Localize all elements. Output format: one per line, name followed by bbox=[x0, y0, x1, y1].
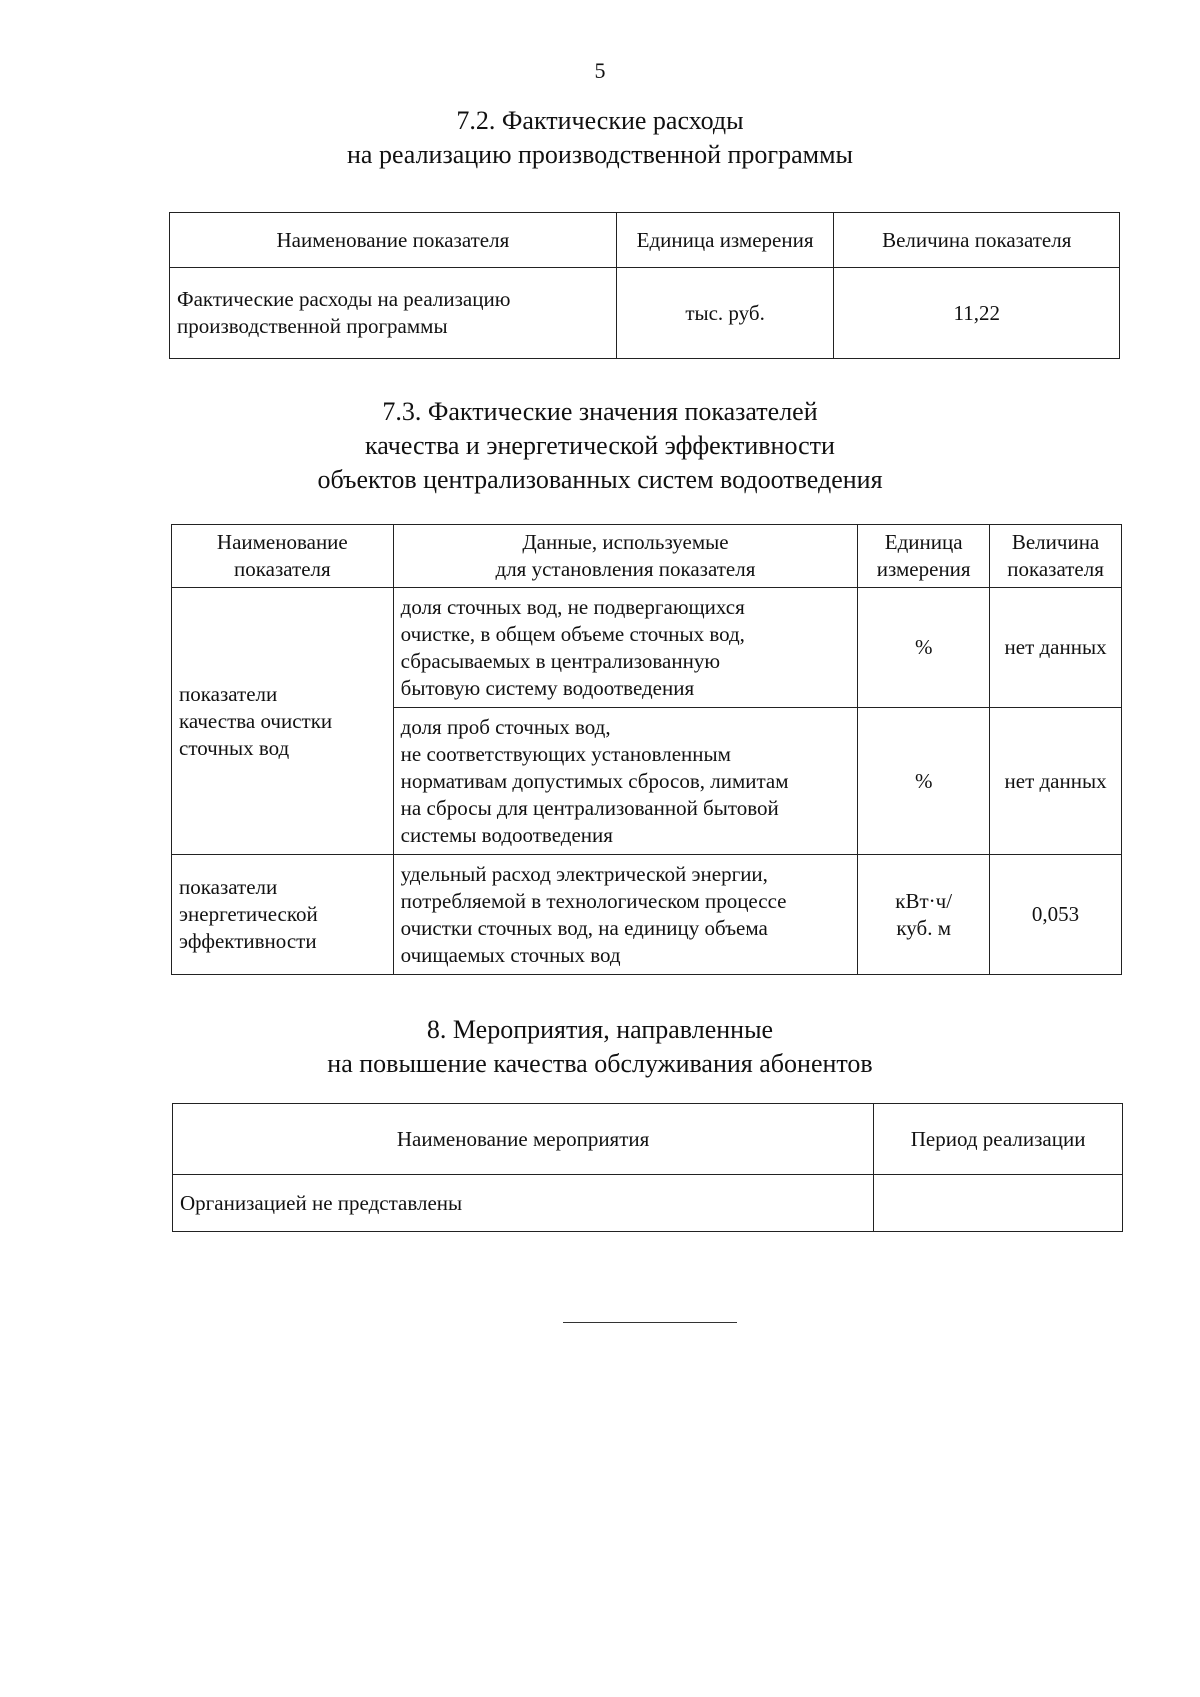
unit-cell bbox=[858, 855, 990, 975]
header-text-line: Единица bbox=[884, 530, 963, 554]
header-text-line: Величина bbox=[1011, 530, 1100, 554]
cell-text-line: показатели bbox=[179, 875, 278, 899]
unit-cell: % bbox=[858, 588, 990, 708]
header-text-line: Данные, используемые bbox=[522, 530, 729, 554]
data-description-cell bbox=[393, 708, 858, 855]
heading-line: объектов централизованных систем водоотведения bbox=[317, 465, 883, 494]
indicator-group-cell bbox=[172, 588, 394, 855]
value-cell: 11,22 bbox=[834, 268, 1120, 359]
table-row bbox=[172, 588, 1122, 708]
table-row bbox=[170, 268, 1120, 359]
unit-cell: тыс. руб. bbox=[616, 268, 834, 359]
column-header: Наименование мероприятия bbox=[173, 1104, 874, 1175]
value-cell: 0,053 bbox=[990, 855, 1122, 975]
table-row bbox=[172, 855, 1122, 975]
heading-line: 7.3. Фактические значения показателей bbox=[382, 397, 818, 426]
cell-text-line: кВт·ч/ bbox=[895, 888, 953, 913]
end-divider-line bbox=[563, 1322, 737, 1323]
heading-line: 8. Мероприятия, направленные bbox=[426, 1015, 774, 1044]
column-header bbox=[858, 525, 990, 588]
unit-cell: % bbox=[858, 708, 990, 855]
table-header-row bbox=[170, 213, 1120, 268]
table-header-row bbox=[172, 525, 1122, 588]
cell-text-line: качества очистки bbox=[179, 708, 333, 733]
section-7-3-heading bbox=[0, 395, 1200, 497]
quality-indicators-table bbox=[171, 524, 1122, 975]
expenses-table bbox=[169, 212, 1120, 359]
header-text-line: Наименование bbox=[216, 530, 348, 554]
cell-text-line: удельный расход электрической энергии, bbox=[400, 861, 768, 886]
measure-name-cell: Организацией не представлены bbox=[173, 1175, 874, 1232]
cell-text-line: очистке, в общем объеме сточных вод, bbox=[400, 621, 745, 646]
column-header bbox=[172, 525, 394, 588]
column-header: Наименование показателя bbox=[170, 213, 617, 268]
column-header bbox=[393, 525, 858, 588]
cell-text-line: эффективности bbox=[179, 929, 317, 953]
value-cell: нет данных bbox=[990, 588, 1122, 708]
cell-text-line: потребляемой в технологическом процессе bbox=[400, 888, 787, 913]
table-row bbox=[173, 1175, 1123, 1232]
cell-text-line: системы водоотведения bbox=[400, 822, 613, 847]
cell-text-line: Фактические расходы на реализацию bbox=[177, 287, 511, 311]
cell-text-line: производственной программы bbox=[177, 314, 448, 338]
heading-line: на реализацию производственной программы bbox=[346, 140, 853, 169]
cell-text-line: куб. м bbox=[896, 915, 951, 940]
cell-text-line: на сбросы для централизованной бытовой bbox=[400, 795, 779, 820]
period-cell bbox=[874, 1175, 1123, 1232]
measures-table bbox=[172, 1103, 1123, 1232]
page-number: 5 bbox=[594, 58, 606, 83]
section-7-2-heading bbox=[0, 104, 1200, 172]
cell-text-line: энергетической bbox=[179, 902, 318, 926]
column-header bbox=[990, 525, 1122, 588]
heading-line: качества и энергетической эффективности bbox=[365, 431, 835, 460]
column-header: Период реализации bbox=[874, 1104, 1123, 1175]
column-header: Величина показателя bbox=[834, 213, 1120, 268]
cell-text-line: доля сточных вод, не подвергающихся bbox=[400, 594, 745, 619]
column-header: Единица измерения bbox=[616, 213, 834, 268]
header-text-line: показателя bbox=[234, 557, 331, 581]
section-8-heading bbox=[0, 1013, 1200, 1081]
cell-text-line: показатели bbox=[179, 681, 278, 706]
heading-line: 7.2. Фактические расходы bbox=[456, 106, 744, 135]
header-text-line: измерения bbox=[876, 557, 971, 581]
cell-text-line: сбрасываемых в централизованную bbox=[400, 648, 721, 673]
cell-text-line: бытовую систему водоотведения bbox=[400, 675, 695, 700]
value-cell: нет данных bbox=[990, 708, 1122, 855]
cell-text-line: очистки сточных вод, на единицу объема bbox=[400, 915, 768, 940]
table-header-row bbox=[173, 1104, 1123, 1175]
cell-text-line: сточных вод bbox=[179, 735, 290, 760]
cell-text-line: нормативам допустимых сбросов, лимитам bbox=[400, 768, 789, 793]
header-text-line: для установления показателя bbox=[495, 557, 756, 581]
cell-text-line: очищаемых сточных вод bbox=[400, 942, 621, 967]
indicator-name-cell bbox=[170, 268, 617, 359]
data-description-cell bbox=[393, 855, 858, 975]
indicator-group-cell bbox=[172, 855, 394, 975]
data-description-cell bbox=[393, 588, 858, 708]
cell-text-line: не соответствующих установленным bbox=[400, 741, 731, 766]
cell-text-line: доля проб сточных вод, bbox=[400, 714, 611, 739]
heading-line: на повышение качества обслуживания абонентов bbox=[327, 1049, 873, 1078]
header-text-line: показателя bbox=[1007, 557, 1104, 581]
